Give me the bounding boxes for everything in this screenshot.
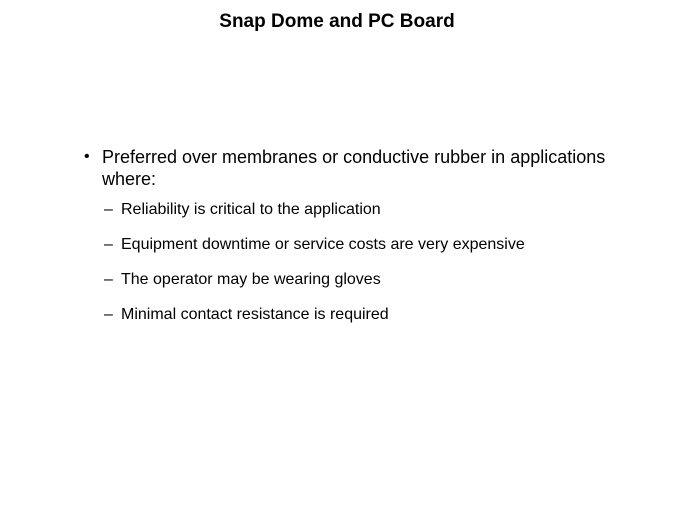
- sub-bullet-marker: –: [104, 201, 113, 218]
- sub-bullet-marker: –: [104, 236, 113, 253]
- sub-bullet-item: [84, 305, 614, 325]
- sub-bullet-text: Equipment downtime or service costs are very expensive: [121, 236, 525, 253]
- sub-bullet-item: [84, 235, 614, 255]
- sub-bullet-item: [84, 200, 614, 220]
- sub-bullet-text: Reliability is critical to the application: [121, 201, 381, 218]
- sub-bullet-marker: –: [104, 306, 113, 323]
- sub-bullet-list: [84, 200, 614, 325]
- sub-bullet-text: Minimal contact resistance is required: [121, 306, 389, 323]
- bullet-item: [84, 146, 614, 190]
- bullet-marker: •: [84, 148, 90, 165]
- slide-title: Snap Dome and PC Board: [219, 11, 455, 32]
- sub-bullet-item: [84, 270, 614, 290]
- sub-bullet-marker: –: [104, 271, 113, 288]
- slide-content: [84, 146, 614, 340]
- bullet-text: Preferred over membranes or conductive rubber in applications where:: [102, 147, 606, 189]
- sub-bullet-text: The operator may be wearing gloves: [121, 271, 381, 288]
